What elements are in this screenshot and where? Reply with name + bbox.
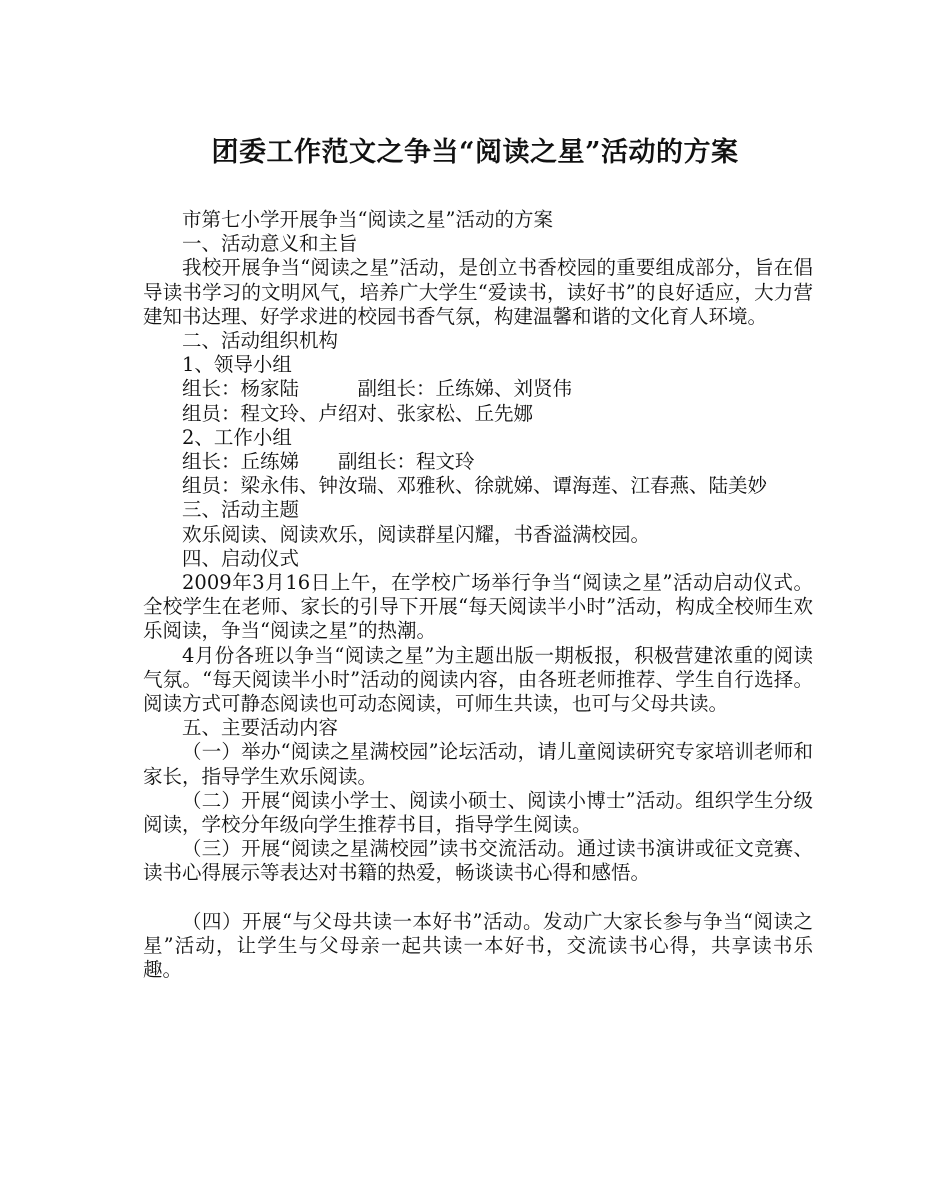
paragraph: 组员：程文玲、卢绍对、张家松、丘先娜 — [182, 401, 534, 425]
paragraph: 我校开展争当“阅读之星”活动，是创立书香校园的重要组成部分，旨在倡导读书学习的文明风气，培养广大学生“爱读书，读好书”的良好适应，大力营建知书达理、好学求进的校园书香气氛，构建温馨和谐的文化育人环境。 — [143, 256, 813, 328]
paragraph-spacer — [143, 886, 813, 910]
section-heading: 五、主要活动内容 — [182, 716, 339, 740]
paragraph: 欢乐阅读、阅读欢乐，阅读群星闪耀，书香溢满校园。 — [182, 522, 651, 546]
section-heading: 三、活动主题 — [182, 498, 300, 522]
section-heading: 四、启动仪式 — [182, 546, 300, 570]
paragraph: （二）开展“阅读小学士、阅读小硕士、阅读小博士”活动。组织学生分级阅读，学校分年级向学生推荐书目，指导学生阅读。 — [143, 788, 813, 837]
document-body — [143, 208, 813, 982]
paragraph: （三）开展“阅读之星满校园”读书交流活动。通过读书演讲或征文竞赛、读书心得展示等表达对书籍的热爱，畅谈读书心得和感悟。 — [143, 837, 813, 885]
subsection-heading: 1、领导小组 — [182, 353, 292, 377]
paragraph: 组员：梁永伟、钟汝瑞、邓雅秋、徐就娣、谭海莲、江春燕、陆美妙 — [182, 474, 768, 498]
paragraph: 组长：杨家陆 副组长：丘练娣、刘贤伟 — [182, 377, 573, 401]
paragraph: （一）举办“阅读之星满校园”论坛活动，请儿童阅读研究专家培训老师和家长，指导学生欢乐阅读。 — [143, 740, 813, 788]
section-heading: 一、活动意义和主旨 — [182, 232, 358, 256]
paragraph: （四）开展“与父母共读一本好书”活动。发动广大家长参与争当“阅读之星”活动，让学生与父母亲一起共读一本好书，交流读书心得，共享读书乐趣。 — [143, 909, 813, 982]
paragraph: 市第七小学开展争当“阅读之星”活动的方案 — [182, 208, 553, 231]
document-title: 团委工作范文之争当“阅读之星”活动的方案 — [211, 137, 739, 168]
paragraph: 4月份各班以争当“阅读之星”为主题出版一期板报，积极营建浓重的阅读气氛。“每天阅读半小时”活动的阅读内容，由各班老师推荐、学生自行选择。阅读方式可静态阅读也可动态阅读，可师生共读，也可与父母共读。 — [143, 643, 813, 716]
paragraph: 2009年3月16日上午，在学校广场举行争当“阅读之星”活动启动仪式。全校学生在老师、家长的引导下开展“每天阅读半小时”活动，构成全校师生欢乐阅读，争当“阅读之星”的热潮。 — [143, 571, 813, 643]
subsection-heading: 2、工作小组 — [182, 425, 292, 449]
section-heading: 二、活动组织机构 — [182, 329, 339, 353]
paragraph: 组长：丘练娣 副组长：程文玲 — [182, 450, 475, 474]
